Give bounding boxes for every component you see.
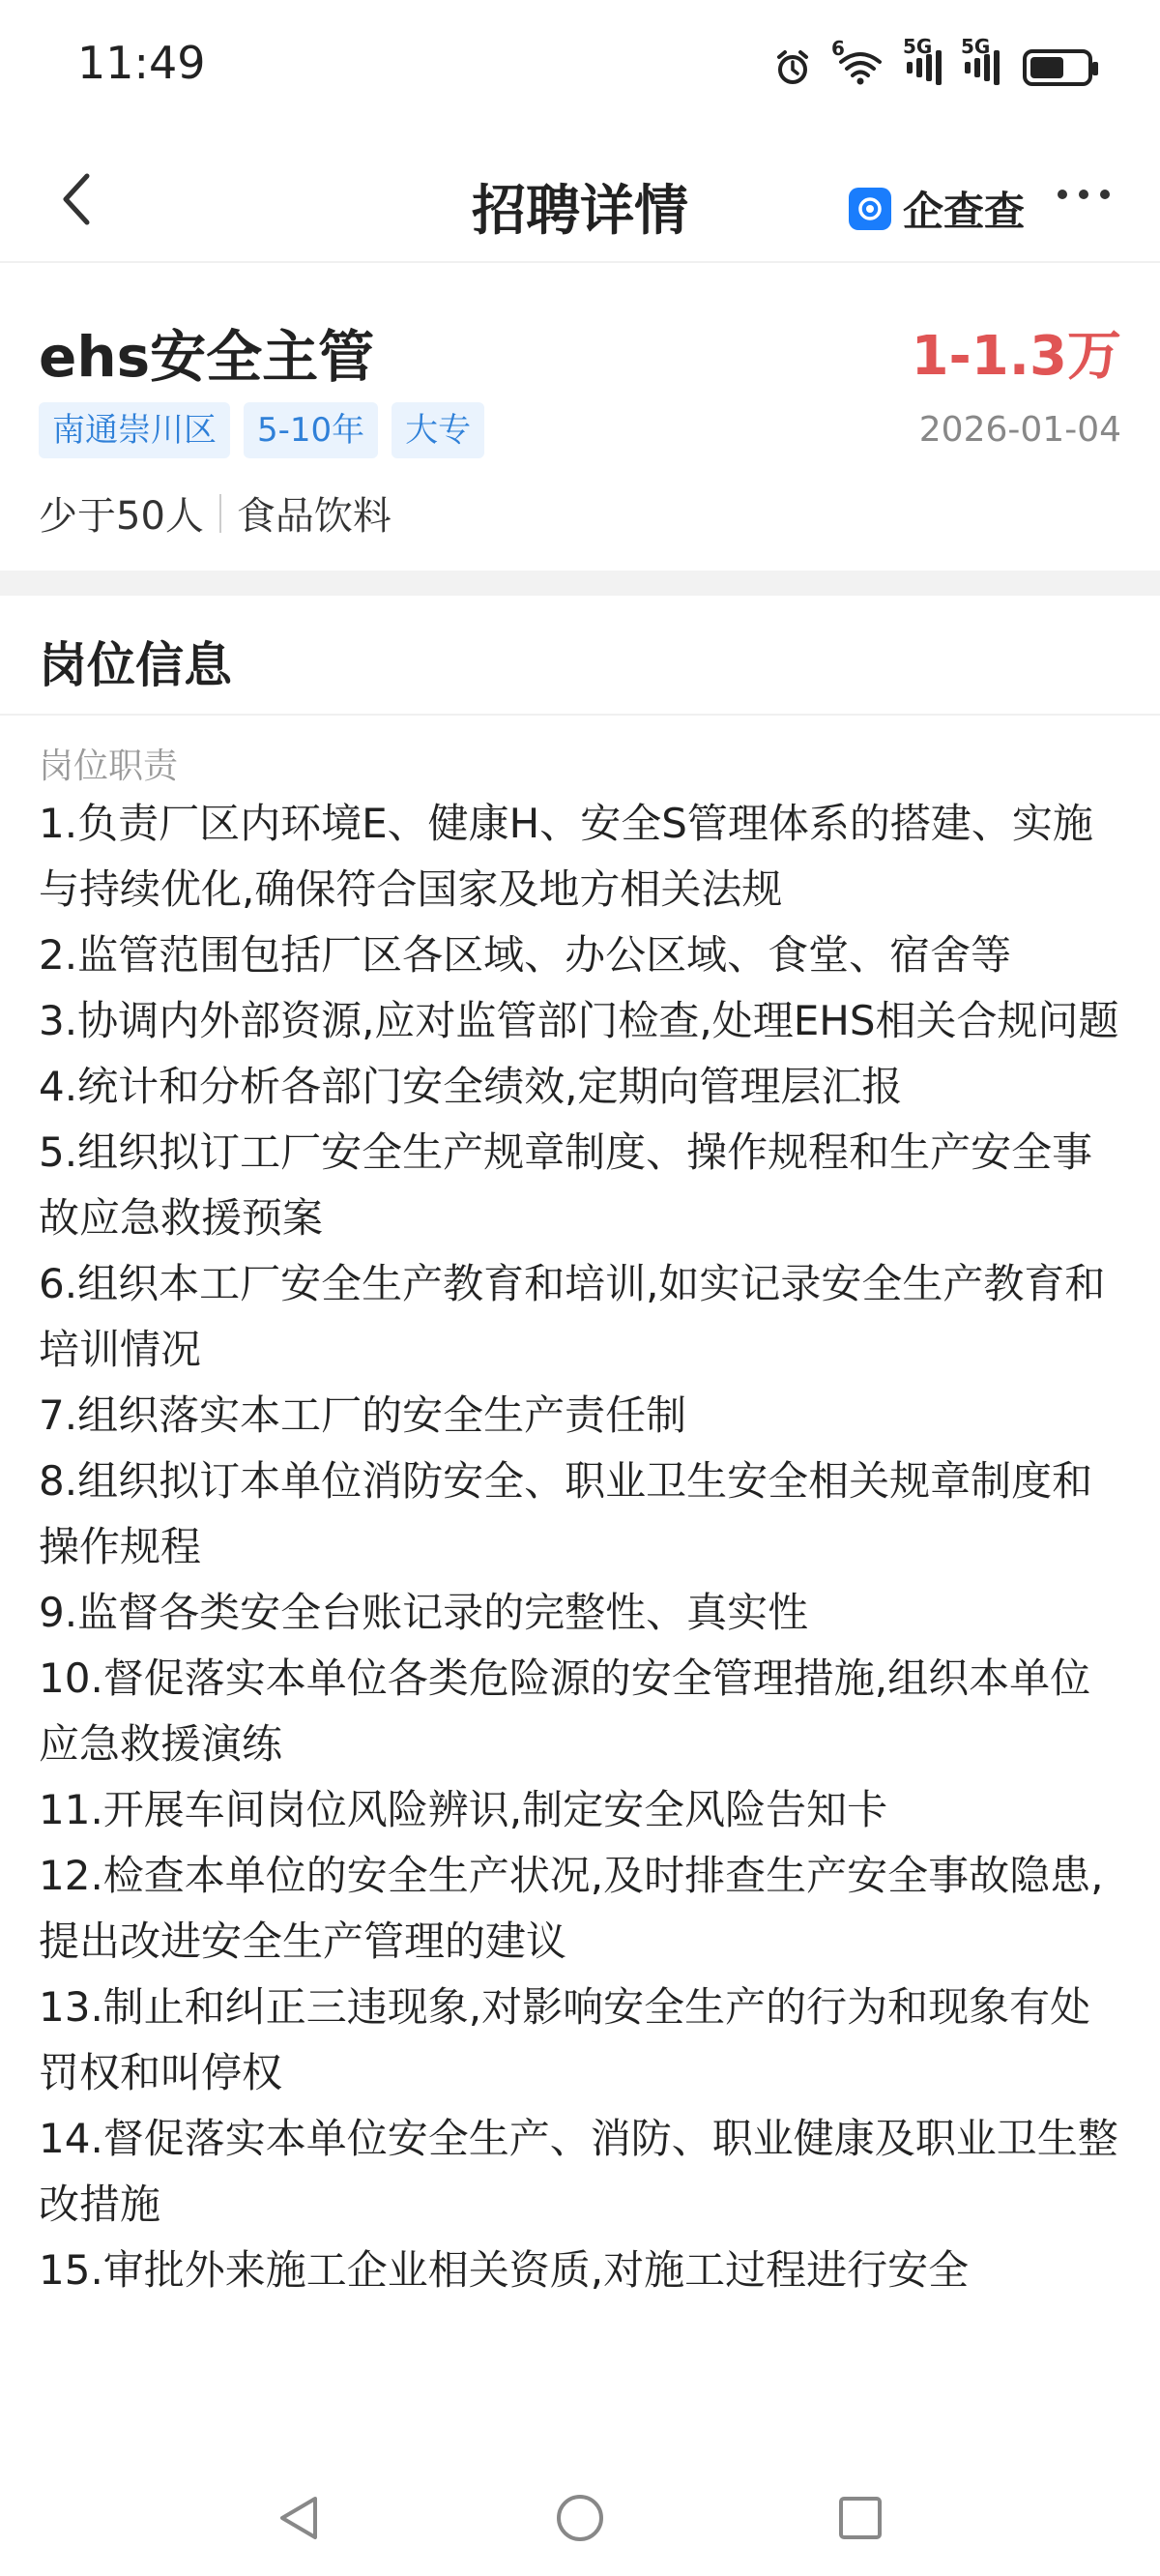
duty-item: 5.组织拟订工厂安全生产规章制度、操作规程和生产安全事故应急救援预案 <box>39 1128 1093 1242</box>
job-title: ehs安全主管 <box>39 324 375 390</box>
duty-item: 7.组织落实本工厂的安全生产责任制 <box>39 1391 687 1439</box>
duty-item: 12.检查本单位的安全生产状况,及时排查生产安全事故隐患,提出改进安全生产管理的建议 <box>39 1852 1104 1965</box>
signal-5g-label: 5G <box>903 35 933 58</box>
tag-education: 大专 <box>392 402 484 458</box>
job-summary <box>0 263 1160 571</box>
status-icons <box>771 35 1092 89</box>
divider <box>219 494 221 533</box>
back-nav-icon[interactable] <box>271 2489 329 2547</box>
duty-item: 1.负责厂区内环境E、健康H、安全S管理体系的搭建、实施与持续优化,确保符合国家及地方相关法规 <box>39 800 1093 913</box>
tag-experience: 5-10年 <box>244 402 378 458</box>
company-meta <box>39 485 392 541</box>
salary: 1-1.3万 <box>911 325 1121 388</box>
duty-item: 10.督促落实本单位各类危险源的安全管理措施,组织本单位应急救援演练 <box>39 1654 1091 1768</box>
status-bar <box>0 0 1160 135</box>
battery-icon <box>1023 49 1092 86</box>
more-options-icon[interactable] <box>1058 190 1110 199</box>
duty-item: 9.监督各类安全台账记录的完整性、真实性 <box>39 1589 809 1636</box>
section-divider <box>0 571 1160 596</box>
signal-5g-icon <box>961 35 1000 87</box>
brand-name: 企查查 <box>902 188 1025 235</box>
section-header <box>0 596 1160 716</box>
brand-link[interactable] <box>849 180 1025 238</box>
wifi-icon <box>831 37 884 87</box>
section-title: 岗位信息 <box>39 637 232 693</box>
signal-5g-icon <box>903 35 942 87</box>
duty-item: 15.审批外来施工企业相关资质,对施工过程进行安全 <box>39 2246 970 2294</box>
recents-nav-icon[interactable] <box>831 2489 889 2547</box>
duty-item: 13.制止和纠正三违现象,对影响安全生产的行为和现象有处罚权和叫停权 <box>39 1983 1091 2096</box>
alarm-icon <box>771 46 814 89</box>
company-industry: 食品饮料 <box>236 494 392 539</box>
job-tags <box>39 402 484 458</box>
wifi-label: 6 <box>831 37 845 60</box>
duty-item: 2.监管范围包括厂区各区域、办公区域、食堂、宿舍等 <box>39 931 1012 979</box>
company-size: 少于50人 <box>39 494 204 539</box>
qichacha-logo-icon <box>849 188 891 230</box>
page-title: 招聘详情 <box>472 180 688 243</box>
duty-item: 3.协调内外部资源,应对监管部门检查,处理EHS相关合规问题 <box>39 997 1119 1044</box>
system-nav-bar <box>0 2460 1160 2576</box>
duties-list <box>0 791 1160 2303</box>
post-date: 2026-01-04 <box>918 410 1121 450</box>
duty-item: 11.开展车间岗位风险辨识,制定安全风险告知卡 <box>39 1786 888 1833</box>
home-nav-icon[interactable] <box>551 2489 609 2547</box>
duty-item: 8.组织拟订本单位消防安全、职业卫生安全相关规章制度和操作规程 <box>39 1457 1093 1570</box>
status-time: 11:49 <box>77 37 206 89</box>
duty-item: 6.组织本工厂安全生产教育和培训,如实记录安全生产教育和培训情况 <box>39 1260 1106 1373</box>
signal-5g-label: 5G <box>961 35 991 58</box>
tag-location: 南通崇川区 <box>39 402 230 458</box>
duty-item: 4.统计和分析各部门安全绩效,定期向管理层汇报 <box>39 1063 903 1110</box>
duties-label: 岗位职责 <box>39 746 179 786</box>
app-header <box>0 135 1160 263</box>
duty-item: 14.督促落实本单位安全生产、消防、职业健康及职业卫生整改措施 <box>39 2115 1118 2228</box>
